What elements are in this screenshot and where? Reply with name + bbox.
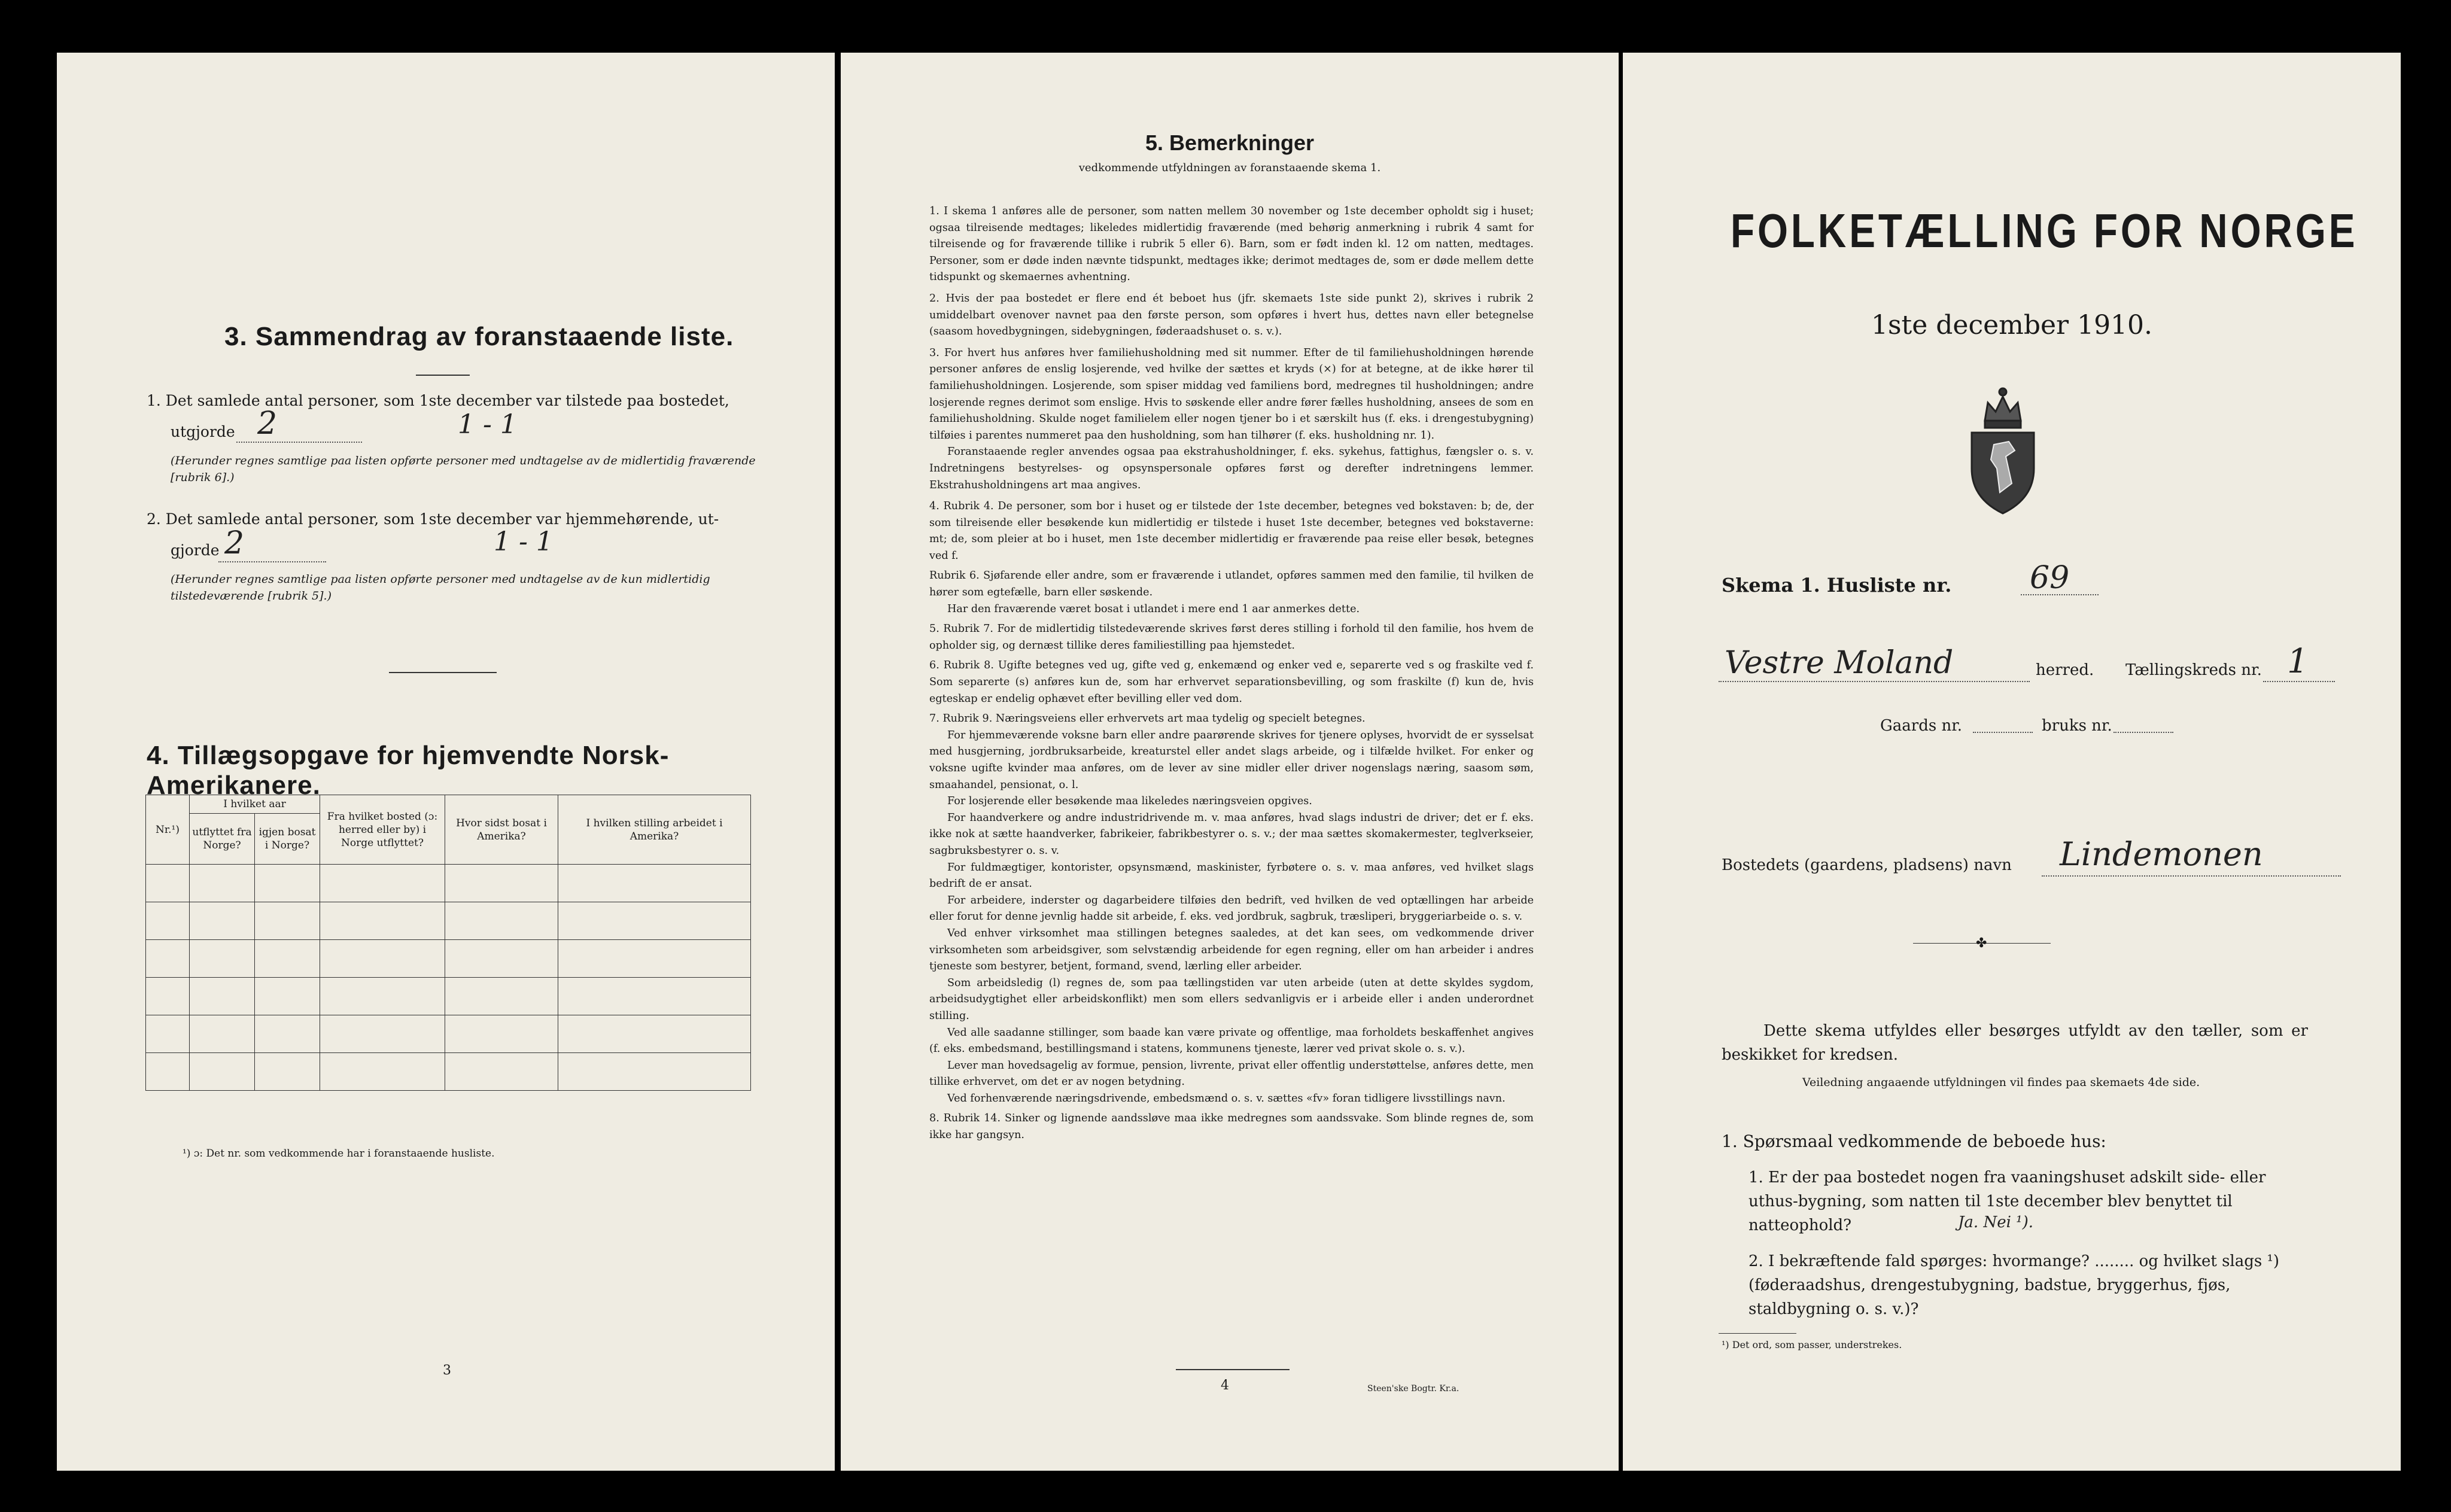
- item-2-text: 2. Det samlede antal personer, som 1ste december var hjemmehørende, ut-: [147, 510, 719, 528]
- page-3: [57, 53, 835, 1471]
- question-1-2: 2. I bekræftende fald spørges: hvormange? ........ og hvilket slags ¹) (føderaadshus, drengestubygning, badstue, bryggerhus, fjøs, staldbygning o. s. v.)?: [1748, 1252, 2280, 1318]
- kreds-label: Tællingskreds nr.: [2125, 661, 2262, 679]
- remark-7e: For fuldmægtiger, kontorister, opsynsmænd, maskinister, fyrbøtere o. s. v. maa anføres, ved hvilket slags bedrift de er ansat.: [929, 861, 1534, 890]
- col-nr: Nr.¹): [146, 795, 190, 865]
- husliste-number: 69: [2030, 560, 2070, 596]
- item-2-value: 2: [224, 525, 245, 561]
- item-1-value: 2: [257, 406, 278, 442]
- divider: [389, 672, 497, 673]
- divider: [1176, 1369, 1290, 1370]
- page-4: [841, 53, 1619, 1471]
- remark-7: 7. Rubrik 9. Næringsveiens eller erhvervets art maa tydelig og specielt betegnes.: [929, 713, 1366, 725]
- remark-4: 4. Rubrik 4. De personer, som bor i huset og er tilstede der 1ste december, betegnes ved bokstaven: b; de, der som tilreisende eller besøkende kun midlertidig er tilstede i huset 1ste december, betegnes ved bokstaverne: mt; de, som pleier at bo i huset, men 1ste december midlertidig er fraværende paa reise eller besøk, betegnes ved f.: [929, 500, 1534, 562]
- remark-7i: Ved alle saadanne stillinger, som baade kan være private og offentlige, maa forholdets beskaffenhet angives (f. eks. embedsmand, bestillingsmand i statens, kommunens tjeneste, lærer ved privat skole o. s. v.).: [929, 1026, 1534, 1055]
- table-row: [146, 940, 751, 978]
- remark-7j: Lever man hovedsagelig av formue, pension, livrente, privat eller offentlig understøttelse, anføres dette, men tillike erhvervet, om det er av nogen betydning.: [929, 1059, 1534, 1088]
- item-2-label: gjorde: [171, 541, 220, 559]
- col-which-year: I hvilket aar: [190, 795, 320, 814]
- remark-1: 1. I skema 1 anføres alle de personer, som natten mellem 30 november og 1ste december opholdt sig i huset; ogsaa tilreisende medtages; likeledes midlertidig fraværende (med behørig anmerkning i rubrik 4 samt for tilreisende og for fraværende tillike i rubrik 5 eller 6). Barn, som er født inden kl. 12 om natten, medtages. Personer, som er døde inden nævnte tidspunkt, medtages ikke; derimot medtages de, som er døde mellem dette tidspunkt og skemaernes avhentning.: [929, 205, 1534, 284]
- table-row: [146, 865, 751, 902]
- remark-7d: For haandverkere og andre industridrivende m. v. maa anføres, hvad slags industri de driver; det er f. eks. ikke nok at sætte haandverker, fabrikeier, fabrikbestyrer o. s. v.; der maa sættes skomakermester, teglverkseier, sagbruksbestyrer o. s. v.: [929, 811, 1534, 857]
- bosted-label: Bostedets (gaardens, pladsens) navn: [1722, 856, 2012, 874]
- guidance-text: Veiledning angaaende utfyldningen vil findes paa skemaets 4de side.: [1802, 1076, 2200, 1089]
- remark-7g: Ved enhver virksomhet maa stillingen betegnes saaledes, at det kan sees, om vedkommende driver virksomheten som arbeidsgiver, som selvstændig arbeidende for egen regning, eller om han arbeider i andres tjeneste som bestyrer, betjent, formand, svend, lærling eller arbeider.: [929, 927, 1534, 973]
- item-1-extra: 1 - 1: [458, 409, 517, 440]
- remark-7h: Som arbeidsledig (l) regnes de, som paa tællingstiden var uten arbeide (uten at dette skyldes sygdom, arbeidsudygtighet eller arbeidskonflikt) men som ellers sedvanligvis er i arbeide eller i anden underordnet stilling.: [929, 976, 1534, 1022]
- ornament-icon: ✤: [1976, 936, 1987, 951]
- remark-7b: For hjemmeværende voksne barn eller andre paarørende skrives for tjenere oplyses, hvorvidt de er sysselsat med husgjerning, jordbruksarbeide, kreaturstel eller andet slags arbeide, og i tilfælde hvilket. For enker og voksne ugifte kvinder maa anføres, om de lever av sine midler eller driver nogenslags næring, saasom søm, smaahandel, pensionat, o. l.: [929, 729, 1534, 791]
- question-1-1-answer: Ja. Nei ¹).: [1958, 1213, 2034, 1231]
- item-1-note: (Herunder regnes samtlige paa listen opførte personer med undtagelse av de midlertidig fraværende [rubrik 6].): [171, 454, 756, 484]
- census-date: 1ste december 1910.: [1871, 310, 2153, 340]
- item-2-note: (Herunder regnes samtlige paa listen opførte personer med undtagelse av de kun midlertidig tilstedeværende [rubrik 5].): [171, 573, 710, 603]
- item-1-text: 1. Det samlede antal personer, som 1ste december var tilstede paa bostedet,: [147, 392, 729, 409]
- question-1: 1. Spørsmaal vedkommende de beboede hus:: [1722, 1131, 2106, 1151]
- document-title: FOLKETÆLLING FOR NORGE: [1731, 204, 2358, 257]
- remark-8: 8. Rubrik 14. Sinker og lignende aandssløve maa ikke medregnes som aandssvake. Som blinde regnes de, som ikke har gangsyn.: [929, 1112, 1534, 1142]
- remark-6: 6. Rubrik 8. Ugifte betegnes ved ug, gifte ved g, enkemænd og enker ved e, separerte ved s og fraskilte ved f. Som separerte (s) anføres kun de, som har erhvervet separationsbevilling, og som fraskilte (f) kun de, hvis egteskap er endelig ophævet efter bevilling eller ved dom.: [929, 659, 1534, 705]
- remarks-heading: 5. Bemerkninger: [1145, 130, 1315, 155]
- col-emigrated: utflyttet fra Norge?: [190, 814, 255, 865]
- remarks-subheading: vedkommende utfyldningen av foranstaaende skema 1.: [1078, 162, 1381, 174]
- remark-5: 5. Rubrik 7. For de midlertidig tilstedeværende skrives først deres stilling i forhold til den familie, hos hvem de opholder sig, og dernæst tillike deres familiestilling paa hjemstedet.: [929, 623, 1534, 652]
- printer-credit: Steen'ske Bogtr. Kr.a.: [1367, 1384, 1459, 1394]
- remark-3: 3. For hvert hus anføres hver familiehusholdning med sit nummer. Efter de til familiehusholdningen hørende personer anføres de enslig losjerende, ved hvilke der sættes et kryds (×) for at betegne, at de ikke hører til familiehusholdningen. Losjerende, som spiser middag ved familiens bord, medregnes til husholdningen; andre losjerende regnes derimot som enslige. Hvis to søskende eller andre fører fælles husholdning, ansees de som en familiehusholdning. Skulde noget familielem eller nogen tjener bo i et særskilt hus (f. eks. i drengestubygning) tilføies i parentes nummeret paa den husholdning, som han tilhører (f. eks. husholdning nr. 1).: [929, 346, 1534, 442]
- remark-4c: Har den fraværende været bosat i utlandet i mere end 1 aar anmerkes dette.: [947, 603, 1360, 615]
- table-row: [146, 978, 751, 1015]
- table-row: [146, 1053, 751, 1091]
- section-3-heading: 3. Sammendrag av foranstaaende liste.: [224, 322, 734, 351]
- page-number: 4: [1221, 1378, 1229, 1393]
- herred-value: Vestre Moland: [1725, 645, 1954, 681]
- footnote: ¹) ɔ: Det nr. som vedkommende har i foranstaaende husliste.: [183, 1148, 495, 1160]
- schema-label: Skema 1. Husliste nr.: [1722, 574, 1952, 597]
- col-from-where: Fra hvilket bosted (ɔ: herred eller by) i Norge utflyttet?: [320, 795, 445, 865]
- remark-4b: Rubrik 6. Sjøfarende eller andre, som er fraværende i utlandet, opføres sammen med den familie, til hvilken de hører som egtefælle, barn eller søskende.: [929, 570, 1534, 599]
- bruks-label: bruks nr.: [2042, 717, 2112, 735]
- question-1-1: 1. Er der paa bostedet nogen fra vaaningshuset adskilt side- eller uthus-bygning, som natten til 1ste december blev benyttet til natteophold?: [1748, 1169, 2266, 1234]
- remark-2: 2. Hvis der paa bostedet er flere end ét beboet hus (jfr. skemaets 1ste side punkt 2), skrives i rubrik 2 umiddelbart ovenover navnet paa den første person, som opføres i hvert hus, dettes navn eller betegnelse (saasom hovedbygningen, sidebygningen, føderaadshuset o. s. v.).: [929, 292, 1534, 338]
- table-row: [146, 902, 751, 940]
- col-occupation: I hvilken stilling arbeidet i Amerika?: [558, 795, 751, 865]
- item-2-extra: 1 - 1: [494, 527, 553, 557]
- kreds-value: 1: [2287, 642, 2309, 681]
- footnote: ¹) Det ord, som passer, understrekes.: [1722, 1339, 1902, 1350]
- col-last-residence: Hvor sidst bosat i Amerika?: [445, 795, 558, 865]
- remarks-list: [929, 203, 1534, 1144]
- remark-7f: For arbeidere, inderster og dagarbeidere tilføies den bedrift, ved hvilken de ved optællingen har arbeide eller forut for denne jevnlig hadde sit arbeide, f. eks. ved jordbruk, sagbruk, træsliperi, bryggeriarbeide o. s. v.: [929, 894, 1534, 923]
- col-returned: igjen bosat i Norge?: [255, 814, 320, 865]
- section-4-heading: 4. Tillægsopgave for hjemvendte Norsk-Amerikanere.: [147, 741, 670, 800]
- gaards-label: Gaards nr.: [1880, 717, 1963, 735]
- remark-7k: Ved forhenværende næringsdrivende, embedsmænd o. s. v. sættes «fv» foran tidligere livsstillings navn.: [947, 1092, 1506, 1105]
- divider: [416, 375, 470, 376]
- instruction-text: Dette skema utfyldes eller besørges utfyldt av den tæller, som er beskikket for kredsen.: [1722, 1022, 2308, 1064]
- table-row: [146, 1015, 751, 1053]
- remark-7c: For losjerende eller besøkende maa likeledes næringsveien opgives.: [947, 795, 1312, 808]
- item-1-label: utgjorde: [171, 423, 235, 440]
- herred-label: herred.: [2036, 661, 2094, 679]
- page-number: 3: [443, 1363, 451, 1378]
- page-1: [1623, 53, 2401, 1471]
- bosted-value: Lindemonen: [2060, 835, 2263, 873]
- returnee-table: [145, 795, 751, 1091]
- remark-3b: Foranstaaende regler anvendes ogsaa paa ekstrahusholdninger, f. eks. sykehus, fattighus, fængsler o. s. v. Indretningens bestyrelses- og opsynspersonale opføres først og derefter indretningens lemmer. Ekstrahusholdningens art maa angives.: [929, 446, 1534, 491]
- coat-of-arms-icon: [1961, 379, 2045, 516]
